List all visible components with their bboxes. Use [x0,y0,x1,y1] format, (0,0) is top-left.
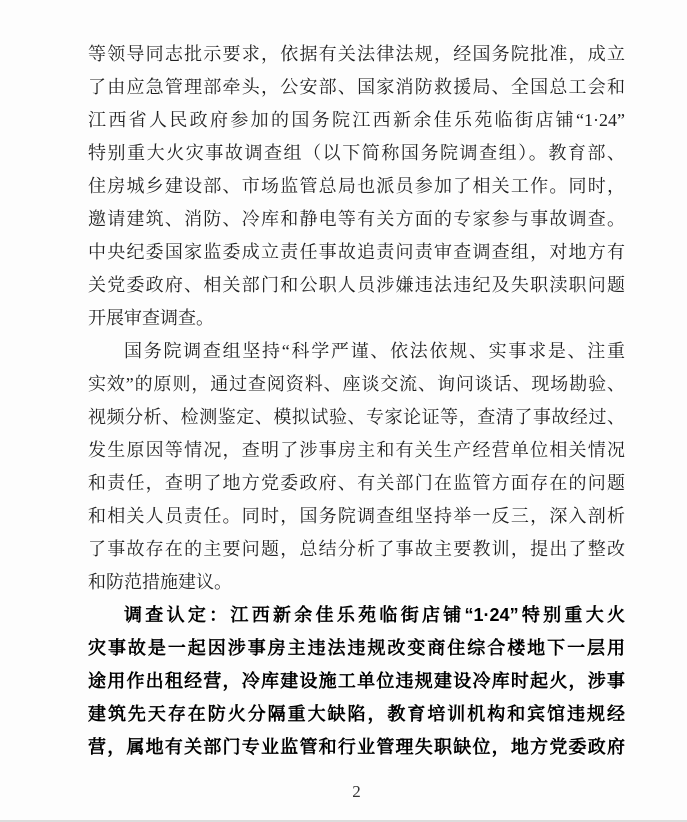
document-body [88,38,625,764]
paragraph [88,599,625,764]
text-line: 和防范措施建议。 [88,572,232,592]
text-line: 发生原因等情况，查明了涉事房主和有关生产经营单位相关情况 [88,440,625,460]
paragraph [88,335,625,599]
text-line: 灾事故是一起因涉事房主违法违规改变商住综合楼地下一层用 [88,638,625,658]
text-line: 了由应急管理部牵头，公安部、国家消防救援局、全国总工会和 [88,77,625,97]
text-line: 江西省人民政府参加的国务院江西新余佳乐苑临街店铺“1·24” [88,110,625,130]
text-line: 住房城乡建设部、市场监管总局也派员参加了相关工作。同时， [88,176,625,196]
text-line: 关党委政府、相关部门和公职人员涉嫌违法违纪及失职渎职问题 [88,275,625,295]
text-line: 特别重大火灾事故调查组（以下简称国务院调查组）。教育部、 [88,143,625,163]
text-line: 调查认定：江西新余佳乐苑临街店铺“1·24”特别重大火 [124,605,625,625]
text-line: 和责任，查明了地方党委政府、有关部门在监管方面存在的问题 [88,473,625,493]
text-line: 了事故存在的主要问题，总结分析了事故主要教训，提出了整改 [88,539,625,559]
text-line: 中央纪委国家监委成立责任事故追责问责审查调查组，对地方有 [88,242,625,262]
text-line: 途用作出租经营，冷库建设施工单位违规建设冷库时起火，涉事 [88,671,625,691]
text-line: 等领导同志批示要求，依据有关法律法规，经国务院批准，成立 [88,44,625,64]
text-line: 实效”的原则，通过查阅资料、座谈交流、询问谈话、现场勘验、 [88,374,625,394]
page-number: 2 [352,782,361,801]
paragraph [88,38,625,335]
text-line: 邀请建筑、消防、冷库和静电等有关方面的专家参与事故调查。 [88,209,625,229]
text-line: 国务院调查组坚持“科学严谨、依法依规、实事求是、注重 [124,341,625,361]
text-line: 视频分析、检测鉴定、模拟试验、专家论证等，查清了事故经过、 [88,407,625,427]
text-line: 开展审查调查。 [88,308,214,328]
text-line: 建筑先天存在防火分隔重大缺陷，教育培训机构和宾馆违规经 [88,704,625,724]
text-line: 和相关人员责任。同时，国务院调查组坚持举一反三，深入剖析 [88,506,625,526]
text-line: 营，属地有关部门专业监管和行业管理失职缺位，地方党委政府 [88,737,625,757]
